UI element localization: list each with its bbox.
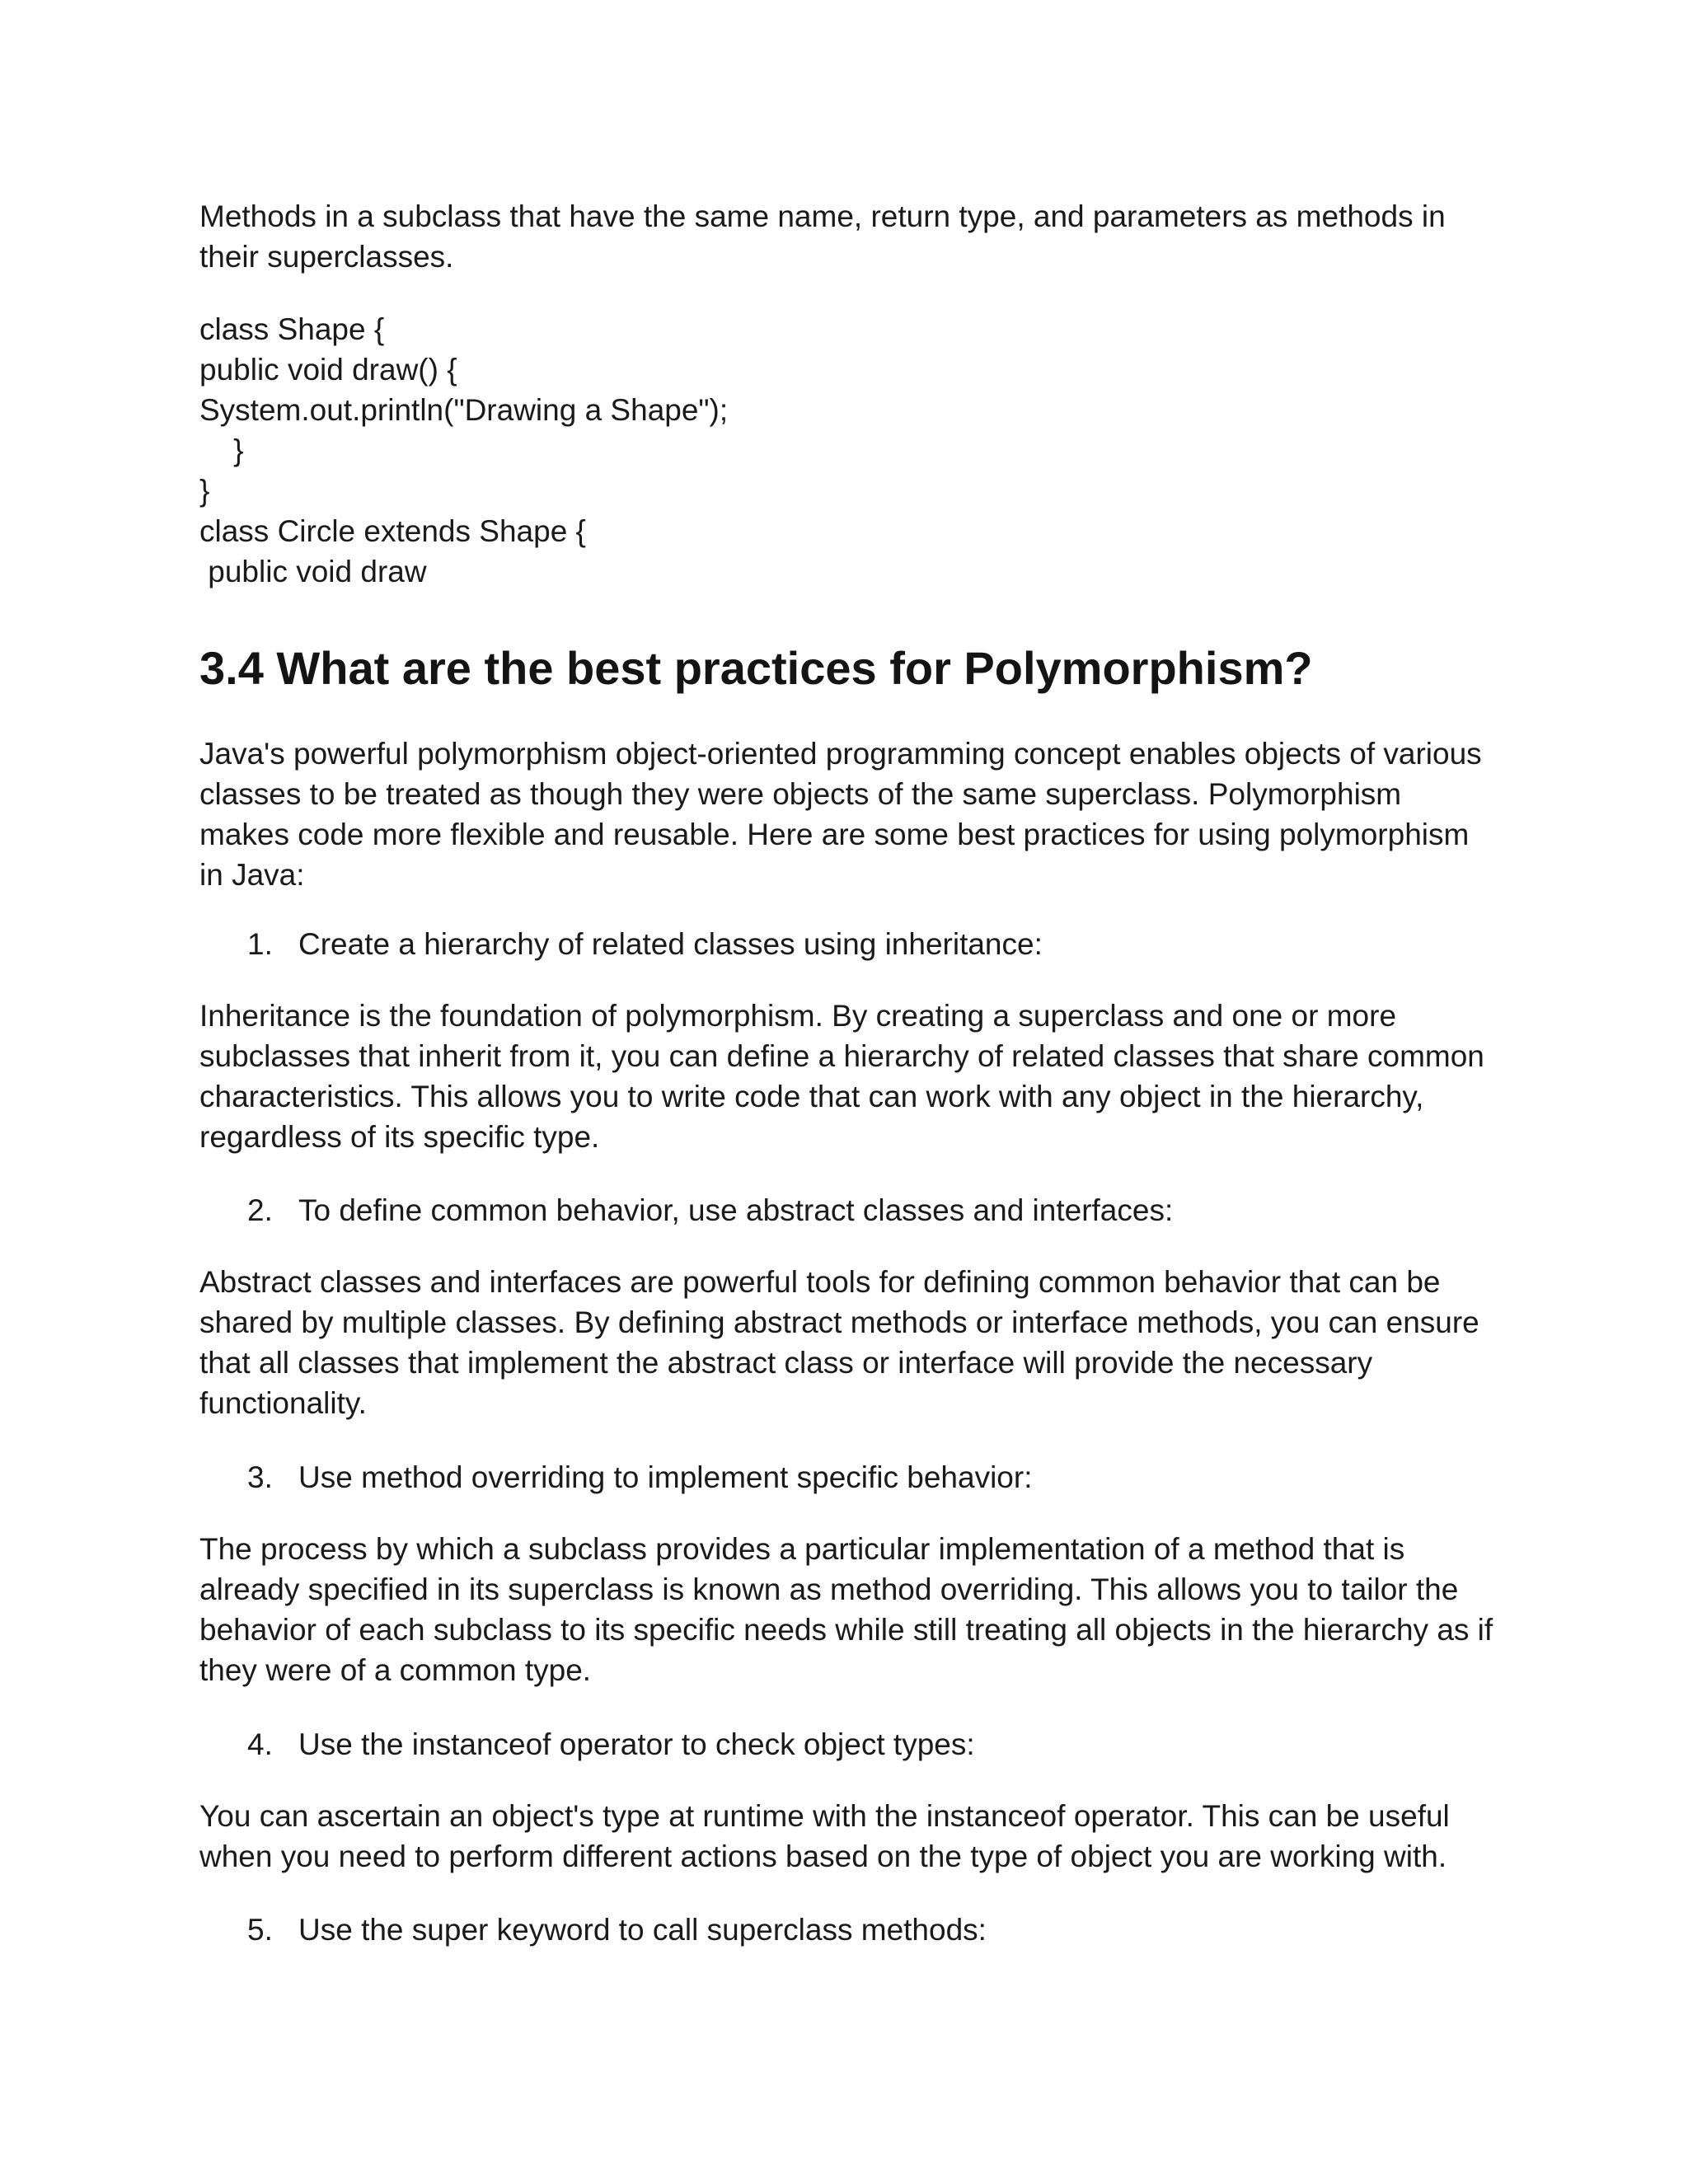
code-line: class Circle extends Shape { (199, 514, 586, 548)
intro-paragraph (199, 196, 1502, 277)
practice-2-paragraph (199, 1262, 1502, 1423)
code-sample (199, 309, 1502, 592)
text-line: when you need to perform different actions based on the type of object you are working with. (199, 1840, 1447, 1873)
text-line: that all classes that implement the abstract class or interface will provide the necessary (199, 1346, 1373, 1380)
list-number: 5. (247, 1913, 273, 1947)
practice-4-paragraph (199, 1796, 1502, 1877)
list-number: 1. (247, 927, 273, 961)
text-line: their superclasses. (199, 240, 454, 274)
code-line: public void draw (199, 555, 427, 588)
code-line: System.out.println("Drawing a Shape"); (199, 393, 729, 427)
text-line: regardless of its specific type. (199, 1120, 600, 1154)
text-line: You can ascertain an object's type at runtime with the instanceof operator. This can be useful (199, 1799, 1450, 1833)
text-line: The process by which a subclass provides a particular implementation of a method that is (199, 1532, 1405, 1566)
code-line: class Shape { (199, 312, 385, 346)
text-line: Inheritance is the foundation of polymorphism. By creating a superclass and one or more (199, 999, 1397, 1033)
text-line: subclasses that inherit from it, you can define a hierarchy of related classes that share common (199, 1039, 1484, 1073)
list-item-title: Use the super keyword to call superclass methods: (298, 1913, 987, 1947)
text-line: shared by multiple classes. By defining abstract methods or interface methods, you can ensure (199, 1305, 1479, 1339)
overview-paragraph (199, 733, 1502, 895)
text-line: they were of a common type. (199, 1653, 592, 1687)
list-item-1 (247, 924, 1043, 964)
list-item-title: Use method overriding to implement specific behavior: (298, 1460, 1033, 1494)
list-number: 2. (247, 1193, 273, 1227)
list-item-5 (247, 1910, 987, 1950)
text-line: Methods in a subclass that have the same name, return type, and parameters as methods in (199, 199, 1446, 233)
list-number: 3. (247, 1460, 273, 1494)
practice-3-paragraph (199, 1529, 1502, 1690)
list-item-title: Use the instanceof operator to check object types: (298, 1727, 975, 1761)
list-item-3 (247, 1457, 1032, 1497)
practice-1-paragraph (199, 996, 1502, 1157)
code-line: public void draw() { (199, 353, 457, 387)
text-line: already specified in its superclass is known as method overriding. This allows you to tailor the (199, 1572, 1459, 1606)
list-item-title: To define common behavior, use abstract classes and interfaces: (298, 1193, 1174, 1227)
text-line: functionality. (199, 1386, 367, 1420)
list-item-2 (247, 1190, 1173, 1230)
text-line: characteristics. This allows you to write code that can work with any object in the hierarchy, (199, 1080, 1424, 1113)
text-line: in Java: (199, 858, 305, 892)
text-line: classes to be treated as though they were objects of the same superclass. Polymorphism (199, 777, 1402, 811)
text-line: makes code more flexible and reusable. Here are some best practices for using polymorphism (199, 818, 1470, 851)
list-number: 4. (247, 1727, 273, 1761)
code-line: } (199, 434, 244, 467)
list-item-4 (247, 1724, 975, 1765)
list-item-title: Create a hierarchy of related classes using inheritance: (298, 927, 1043, 961)
text-line: Abstract classes and interfaces are powerful tools for defining common behavior that can be (199, 1265, 1441, 1299)
code-line: } (199, 474, 210, 508)
section-heading: 3.4 What are the best practices for Polymorphism? (199, 642, 1313, 694)
text-line: behavior of each subclass to its specific needs while still treating all objects in the hierarchy as if (199, 1613, 1493, 1647)
text-line: Java's powerful polymorphism object-oriented programming concept enables objects of various (199, 737, 1482, 771)
